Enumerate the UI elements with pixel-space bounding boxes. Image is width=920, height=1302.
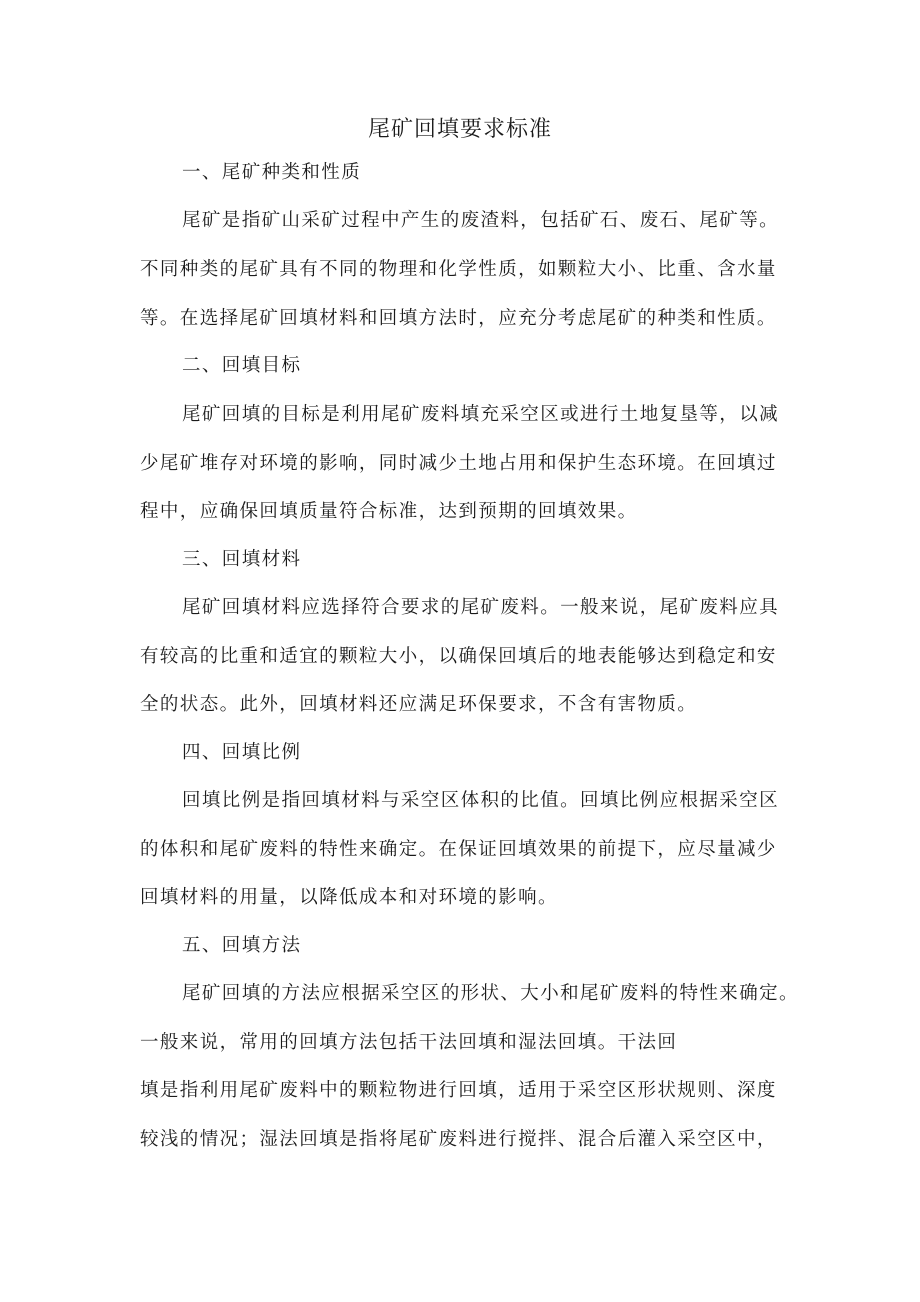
section-heading-1: 一、尾矿种类和性质	[182, 162, 362, 183]
paragraph-line: 等。在选择尾矿回填材料和回填方法时，应充分考虑尾矿的种类和性质。	[140, 308, 777, 329]
paragraph-line: 尾矿是指矿山采矿过程中产生的废渣料，包括矿石、废石、尾矿等。	[182, 210, 780, 231]
paragraph-line: 一般来说，常用的回填方法包括干法回填和湿法回填。干法回	[140, 1032, 678, 1053]
paragraph-line: 尾矿回填的方法应根据采空区的形状、大小和尾矿废料的特性来确定。	[182, 983, 799, 1004]
paragraph-line: 回填材料的用量，以降低成本和对环境的影响。	[140, 887, 558, 908]
section-heading-3: 三、回填材料	[182, 549, 302, 570]
document-title: 尾矿回填要求标准	[367, 117, 552, 142]
paragraph-line: 回填比例是指回填材料与采空区体积的比值。回填比例应根据采空区	[182, 790, 780, 811]
paragraph-line: 有较高的比重和适宜的颗粒大小，以确保回填后的地表能够达到稳定和安	[140, 646, 777, 667]
paragraph-line: 较浅的情况；湿法回填是指将尾矿废料进行搅拌、混合后灌入采空区中，	[140, 1129, 777, 1150]
paragraph-line: 程中，应确保回填质量符合标准，达到预期的回填效果。	[140, 501, 638, 522]
paragraph-line: 尾矿回填材料应选择符合要求的尾矿废料。一般来说，尾矿废料应具	[182, 597, 780, 618]
paragraph-line: 的体积和尾矿废料的特性来确定。在保证回填效果的前提下，应尽量减少	[140, 839, 777, 860]
section-heading-2: 二、回填目标	[182, 355, 302, 376]
paragraph-line: 少尾矿堆存对环境的影响，同时减少土地占用和保护生态环境。在回填过	[140, 453, 777, 474]
paragraph-line: 不同种类的尾矿具有不同的物理和化学性质，如颗粒大小、比重、含水量	[140, 259, 777, 280]
section-heading-4: 四、回填比例	[182, 742, 302, 763]
paragraph-line: 全的状态。此外，回填材料还应满足环保要求，不含有害物质。	[140, 694, 698, 715]
section-heading-5: 五、回填方法	[182, 935, 302, 956]
paragraph-line: 填是指利用尾矿废料中的颗粒物进行回填，适用于采空区形状规则、深度	[140, 1080, 777, 1101]
paragraph-line: 尾矿回填的目标是利用尾矿废料填充采空区或进行土地复垦等，以减	[182, 404, 780, 425]
